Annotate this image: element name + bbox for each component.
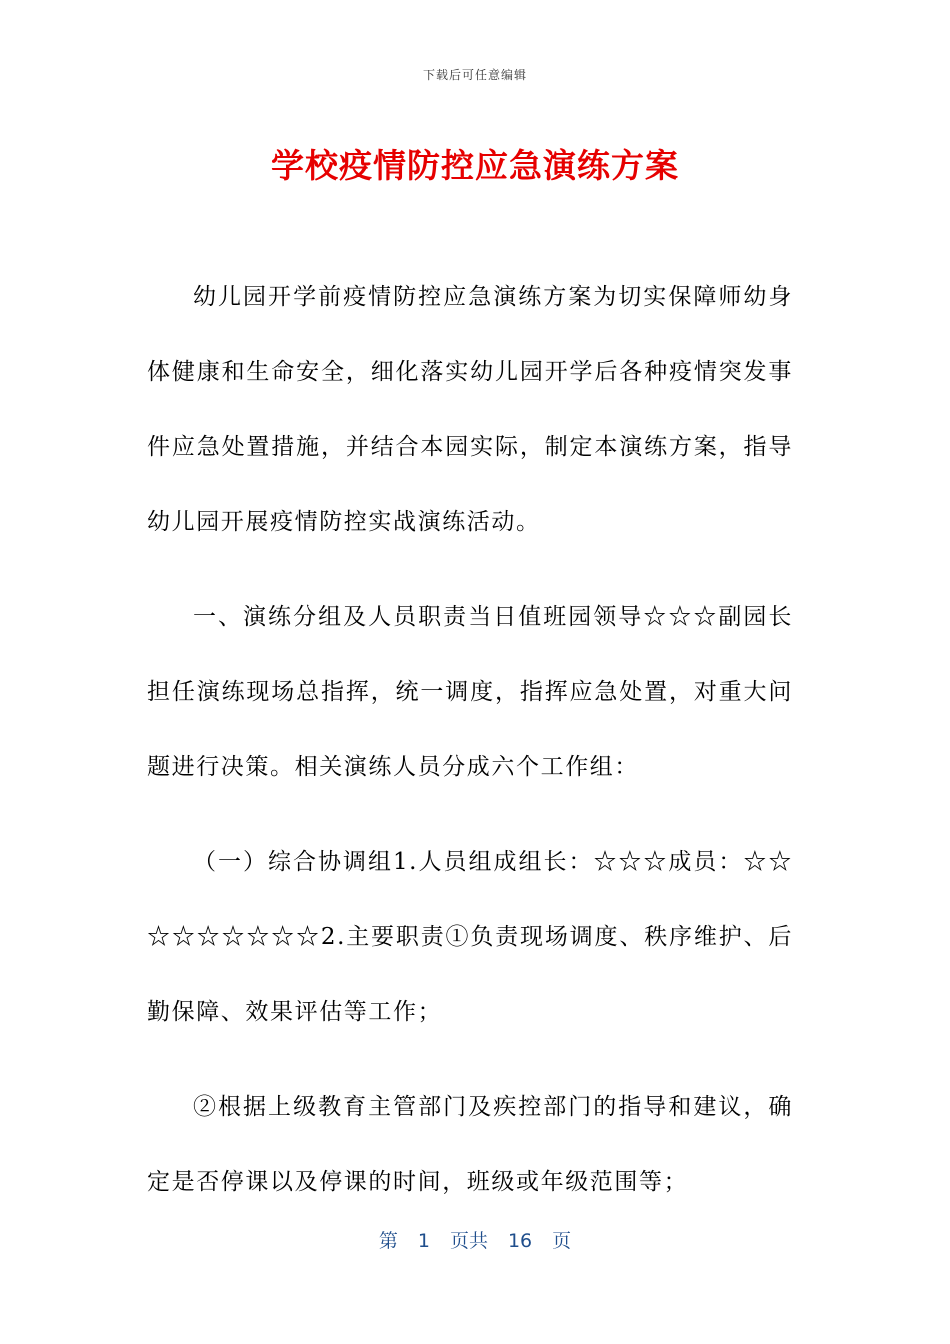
paragraph-intro: 幼儿园开学前疫情防控应急演练方案为切实保障师幼身体健康和生命安全，细化落实幼儿园开学后各种疫情突发事件应急处置措施，并结合本园实际，制定本演练方案，指导幼儿园开展疫情防控实战演练活动。 (147, 284, 793, 535)
page-footer (0, 1226, 950, 1253)
header-note: 下载后可任意编辑 (422, 68, 527, 82)
paragraph-duty-two: ②根据上级教育主管部门及疾控部门的指导和建议，确定是否停课以及停课的时间，班级或年级范围等； (147, 1094, 793, 1195)
footer-page-number: 1 (417, 1230, 430, 1252)
document-title: 学校疫情防控应急演练方案 (271, 146, 679, 185)
footer-total-pages: 16 (507, 1230, 533, 1252)
footer-suffix: 页 (552, 1230, 572, 1252)
document-body (147, 260, 793, 1240)
paragraph-coordination-group: （一）综合协调组1.人员组成组长：☆☆☆成员：☆☆☆☆☆☆☆☆☆2.主要职责①负责现场调度、秩序维护、后勤保障、效果评估等工作； (147, 849, 793, 1025)
footer-prefix: 第 (378, 1230, 398, 1252)
paragraph-section-one: 一、演练分组及人员职责当日值班园领导☆☆☆副园长担任演练现场总指挥，统一调度，指挥应急处置，对重大问题进行决策。相关演练人员分成六个工作组： (147, 604, 793, 780)
footer-middle: 页共 (449, 1230, 488, 1252)
